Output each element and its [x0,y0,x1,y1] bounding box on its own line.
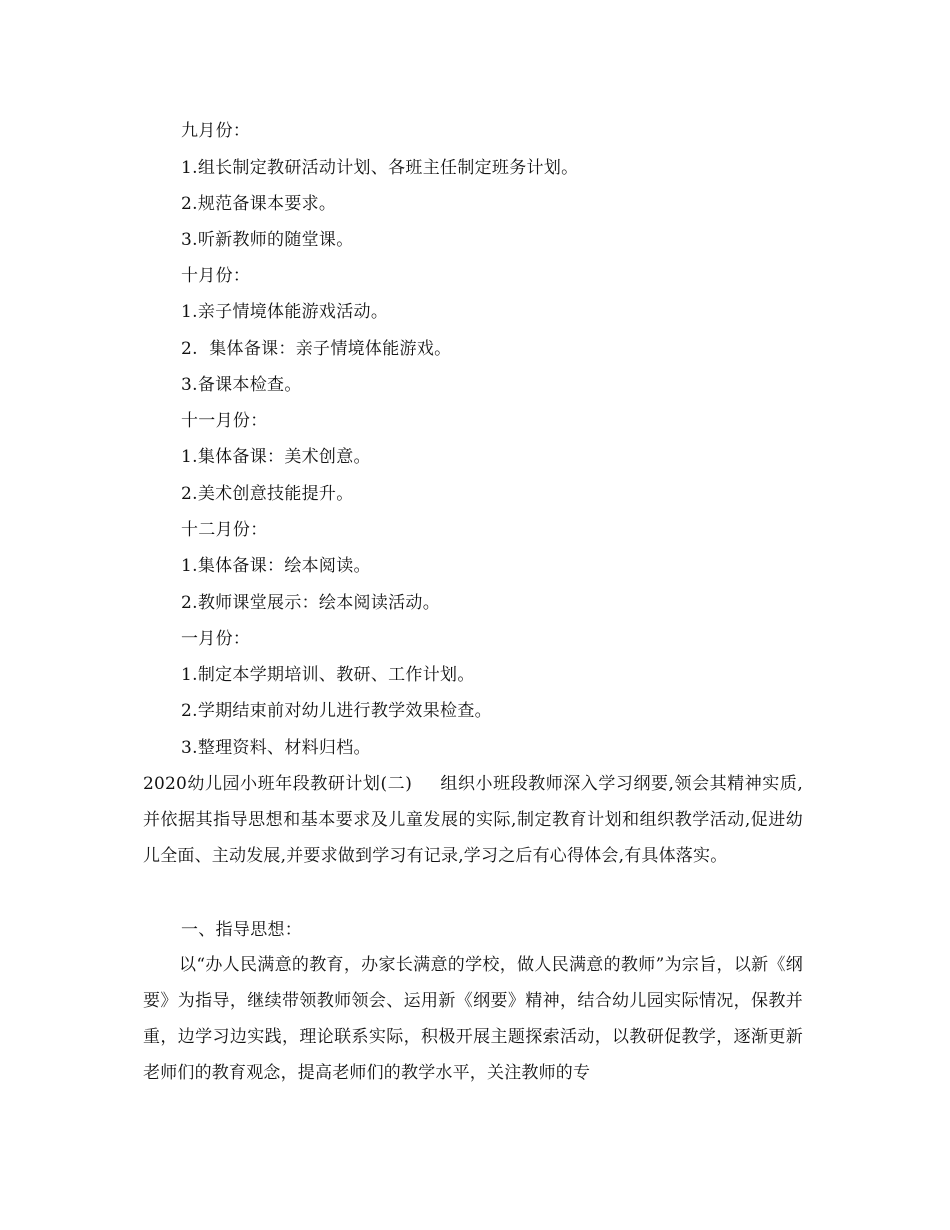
list-item: 2. 集体备课：亲子情境体能游戏。 [181,339,452,359]
list-item: 3.备课本检查。 [181,375,302,395]
list-item: 1.集体备课：美术创意。 [181,447,371,467]
month-heading-november: 十一月份： [181,411,268,431]
month-heading-october: 十月份： [181,266,251,286]
section-heading: 一、指导思想： [181,920,303,940]
list-item: 3.整理资料、材料归档。 [181,738,371,758]
list-item: 1.亲子情境体能游戏活动。 [181,302,389,322]
intro-paragraph [143,766,803,874]
month-heading-december: 十二月份： [181,520,268,540]
list-item: 3.听新教师的随堂课。 [181,230,354,250]
list-item: 2.教师课堂展示：绘本阅读活动。 [181,593,441,613]
list-item: 1.组长制定教研活动计划、各班主任制定班务计划。 [181,158,579,178]
list-item: 1.制定本学期培训、教研、工作计划。 [181,665,475,685]
list-item: 2.规范备课本要求。 [181,194,337,214]
intro-text: 组织小班段教师深入学习纲要,领会其精神实质,并依据其指导思想和基本要求及儿童发展的实际,制定教育计划和组织教学活动,促进幼儿全面、主动发展,并要求做到学习有记录,学习之后有心得体会,有具体落实。 [143,774,803,866]
list-item: 2.美术创意技能提升。 [181,484,354,504]
guiding-paragraph: 以“办人民满意的教育，办家长满意的学校，做人民满意的教师”为宗旨，以新《纲要》为指导，继续带领教师领会、运用新《纲要》精神，结合幼儿园实际情况，保教并重，边学习边实践，理论联系实际，积极开展主题探索活动，以教研促教学，逐渐更新老师们的教育观念，提高老师们的教学水平，关注教师的专 [143,955,803,1083]
month-heading-september: 九月份： [181,121,251,141]
plan-title: 2020幼儿园小班年段教研计划(二) [143,774,413,794]
list-item: 1.集体备课：绘本阅读。 [181,556,371,576]
month-heading-january: 一月份： [181,629,251,649]
list-item: 2.学期结束前对幼儿进行教学效果检查。 [181,701,492,721]
